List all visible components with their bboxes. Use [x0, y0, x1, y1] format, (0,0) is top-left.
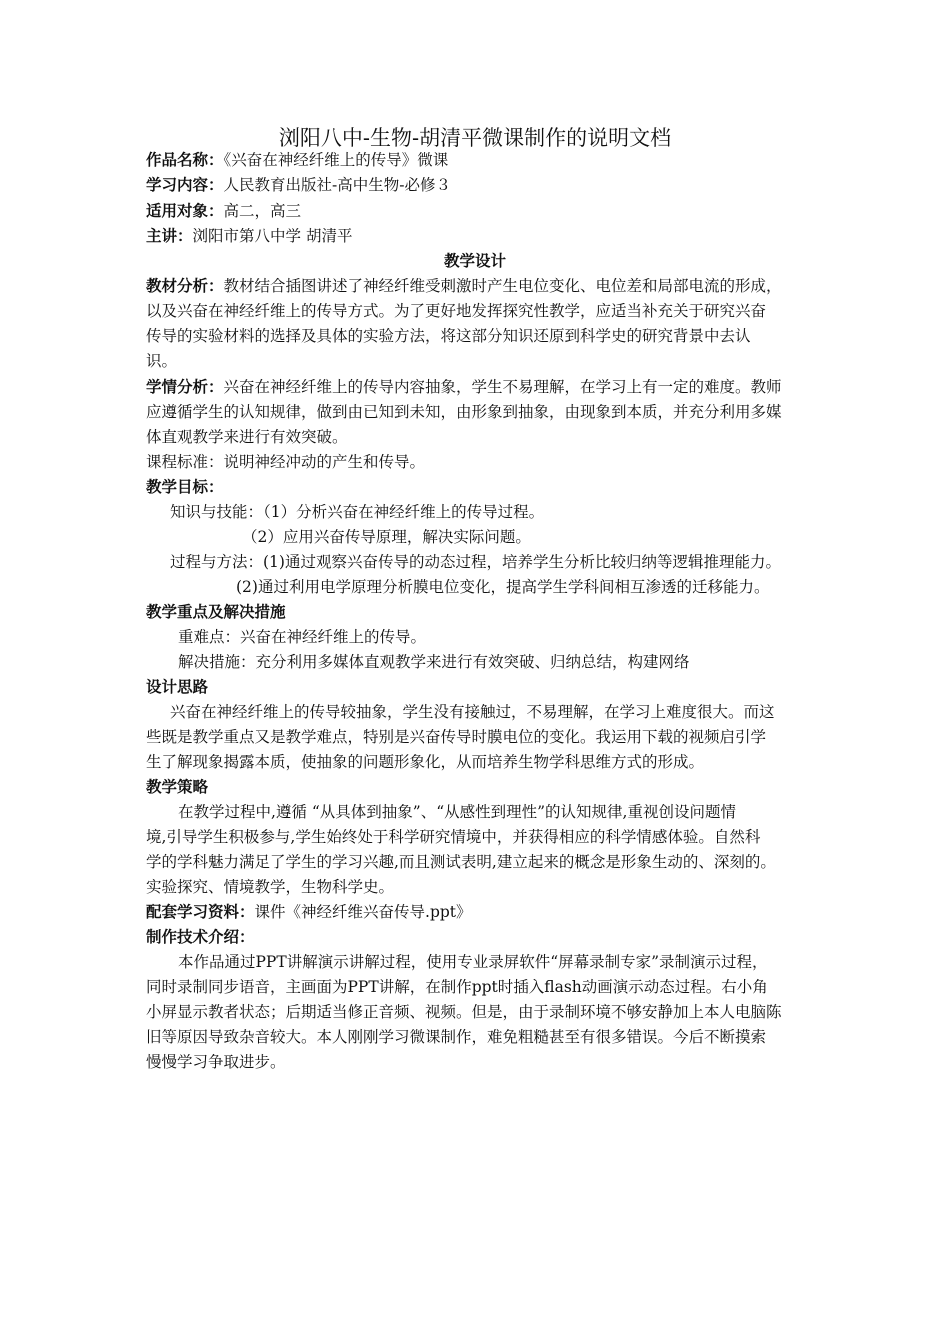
tech-line-2: 同时录制同步语音，主画面为PPT讲解，在制作ppt时插入flash动画演示动态过程。右小角 — [146, 978, 768, 996]
material-line-1 — [146, 274, 782, 298]
students-text-1: 兴奋在神经纤维上的传导内容抽象，学生不易理解，在学习上有一定的难度。教师 — [223, 378, 782, 396]
students-label: 学情分析： — [146, 377, 224, 396]
strategy-line-4: 实验探究、情境教学，生物科学史。 — [146, 878, 395, 896]
resources-row — [146, 900, 472, 924]
students-line-2: 应遵循学生的认知规律，做到由已知到未知，由形象到抽象，由现象到本质，并充分利用多媒 — [146, 403, 782, 421]
work-name-row — [146, 148, 448, 172]
strategy-line-1: 在教学过程中,遵循 “从具体到抽象”、“从感性到理性”的认知规律,重视创设问题情 — [178, 803, 736, 821]
section-heading-design: 教学设计 — [443, 251, 506, 270]
idea-line-3: 生了解现象揭露本质，使抽象的问题形象化，从而培养生物学科思维方式的形成。 — [146, 753, 705, 771]
goal-knowledge-1: 知识与技能：（1）分析兴奋在神经纤维上的传导过程。 — [170, 503, 545, 521]
tech-line-4: 旧等原因导致杂音较大。本人刚刚学习微课制作，难免粗糙甚至有很多错误。今后不断摸索 — [146, 1028, 767, 1046]
tech-label-text: 制作技术介绍： — [146, 927, 255, 946]
strategy-label-text: 教学策略 — [146, 777, 209, 796]
work-name-label: 作品名称： — [146, 150, 224, 169]
idea-label — [146, 675, 208, 699]
tech-line-3: 小屏显示教者状态；后期适当修正音频、视频。但是，由于录制环境不够安静加上本人电脑陈 — [146, 1003, 782, 1021]
material-line-2: 以及兴奋在神经纤维上的传导方式。为了更好地发挥探究性教学，应适当补充关于研究兴奋 — [146, 302, 767, 320]
focus-label-text: 教学重点及解决措施 — [146, 602, 286, 621]
students-line-3: 体直观教学来进行有效突破。 — [146, 428, 348, 446]
speaker-value: 浏阳市第八中学 胡清平 — [192, 227, 353, 245]
content-row — [146, 173, 451, 197]
strategy-line-3: 学的学科魅力满足了学生的学习兴趣,而且测试表明,建立起来的概念是形象生动的、深刻的。 — [146, 853, 776, 871]
document-title: 浏阳八中-生物-胡清平微课制作的说明文档 — [278, 126, 672, 150]
goals-label-text: 教学目标： — [146, 477, 224, 496]
material-line-3: 传导的实验材料的选择及具体的实验方法，将这部分知识还原到科学史的研究背景中去认 — [146, 327, 751, 345]
content-label: 学习内容： — [146, 175, 224, 194]
idea-line-2: 些既是教学重点又是教学难点，特别是兴奋传导时膜电位的变化。我运用下载的视频启引学 — [146, 728, 767, 746]
focus-solution: 解决措施：充分利用多媒体直观教学来进行有效突破、归纳总结，构建网络 — [178, 653, 690, 671]
tech-line-5: 慢慢学习争取进步。 — [146, 1053, 286, 1071]
speaker-label: 主讲： — [146, 226, 193, 245]
audience-value: 高二，高三 — [223, 202, 302, 220]
tech-line-1: 本作品通过PPT讲解演示讲解过程，使用专业录屏软件“屏幕录制专家”录制演示过程， — [178, 953, 768, 971]
material-line-4: 识。 — [146, 352, 178, 370]
speaker-row — [146, 224, 352, 248]
material-text-1: 教材结合插图讲述了神经纤维受刺激时产生电位变化、电位差和局部电流的形成， — [223, 277, 782, 295]
resources-value: 课件《神经纤维兴奋传导.ppt》 — [254, 903, 472, 921]
course-standard: 课程标准：说明神经冲动的产生和传导。 — [146, 453, 426, 471]
audience-row — [146, 199, 301, 223]
focus-key: 重难点：兴奋在神经纤维上的传导。 — [178, 628, 427, 646]
strategy-label — [146, 775, 208, 799]
goal-knowledge-2: （2）应用兴奋传导原理，解决实际问题。 — [242, 528, 531, 546]
strategy-line-2: 境,引导学生积极参与,学生始终处于科学研究情境中，并获得相应的科学情感体验。自然科 — [146, 828, 761, 846]
audience-label: 适用对象： — [146, 201, 224, 220]
students-line-1 — [146, 375, 782, 399]
goals-label — [146, 475, 224, 499]
resources-label: 配套学习资料： — [146, 902, 255, 921]
goal-process-1: 过程与方法：(1)通过观察兴奋传导的动态过程，培养学生分析比较归纳等逻辑推理能力。 — [170, 553, 781, 571]
content-value: 人民教育出版社-高中生物-必修３ — [223, 176, 451, 194]
material-label: 教材分析： — [146, 276, 224, 295]
idea-label-text: 设计思路 — [146, 677, 209, 696]
goal-process-2: (2)通过利用电学原理分析膜电位变化，提高学生学科间相互渗透的迁移能力。 — [236, 578, 770, 596]
tech-label — [146, 925, 255, 949]
idea-line-1: 兴奋在神经纤维上的传导较抽象，学生没有接触过，不易理解，在学习上难度很大。而这 — [170, 703, 775, 721]
focus-label — [146, 600, 286, 624]
work-name-value: 《兴奋在神经纤维上的传导》微课 — [223, 151, 449, 169]
